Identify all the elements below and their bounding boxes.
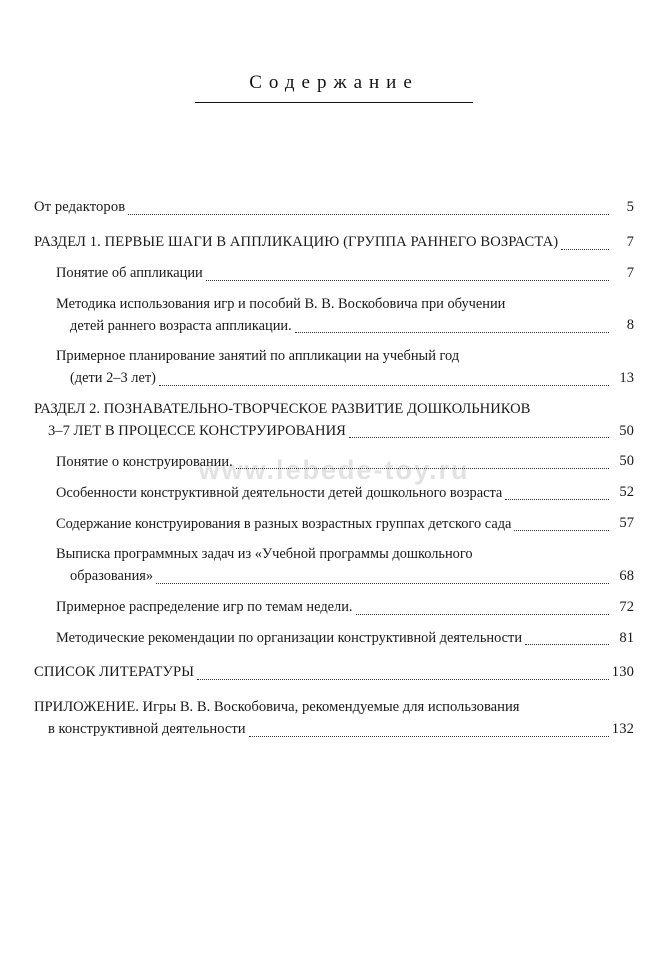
toc-page-number: 132 [611, 721, 634, 738]
dot-leader [514, 529, 609, 531]
toc-entry-razdel-1[interactable] [34, 232, 634, 254]
toc-page-number: 7 [626, 264, 634, 281]
toc-entry-title: Понятие об аппликации [56, 265, 203, 282]
toc-entry-title: Содержание конструирования в разных возрастных группах детского сада [56, 515, 512, 532]
toc-page-number: 7 [626, 233, 634, 250]
dot-leader [525, 643, 609, 645]
toc-entry-metodika-ispolzovaniya-igr[interactable] [56, 294, 634, 338]
toc-entry-title: Примерное планирование занятий по аппликации на учебный год [56, 348, 460, 365]
spacer [34, 221, 634, 232]
toc-entry-primernoe-planirovanie[interactable] [56, 346, 634, 390]
toc-entry-title-line2: в конструктивной деятельности [48, 721, 246, 738]
spacer [34, 392, 634, 399]
spacer [34, 506, 634, 513]
toc-page-number: 81 [619, 629, 634, 646]
toc-entry-primernoe-raspredelenie-igr[interactable] [56, 597, 634, 619]
toc-page-number: 13 [619, 369, 634, 386]
spacer [34, 339, 634, 346]
toc-page-number: 8 [626, 317, 634, 334]
page-title: Содержание [249, 72, 419, 93]
toc-page-number: 52 [619, 484, 634, 501]
toc-entry-title: Выписка программных задач из «Учебной программы дошкольного [56, 546, 473, 563]
toc-entry-title: Методические рекомендации по организации конструктивной деятельности [56, 629, 523, 646]
toc-page-number: 72 [619, 598, 634, 615]
toc-entry-ot-redaktorov[interactable] [34, 197, 634, 219]
toc-entry-title: СПИСОК ЛИТЕРАТУРЫ [34, 664, 195, 681]
toc-entry-title: РАЗДЕЛ 1. ПЕРВЫЕ ШАГИ В АППЛИКАЦИЮ (ГРУППА РАННЕГО ВОЗРАСТА) [34, 233, 559, 250]
toc-page-number: 130 [611, 664, 634, 681]
toc-entry-title: Понятие о конструировании. [56, 453, 233, 470]
toc-entry-metodicheskie-rekomendacii[interactable] [56, 628, 634, 650]
dot-leader [505, 498, 609, 500]
toc-entry-title: Методика использования игр и пособий В. В. Воскобовича при обучении [56, 295, 506, 312]
spacer [34, 686, 634, 697]
title-divider [195, 102, 473, 103]
toc-entry-title: ПРИЛОЖЕНИЕ. Игры В. В. Воскобовича, рекомендуемые для использования [34, 699, 520, 716]
dot-leader [356, 613, 609, 615]
toc-page-number: 68 [619, 567, 634, 584]
toc-page-number: 5 [626, 199, 634, 215]
toc-page-number: 57 [619, 515, 634, 532]
toc-entry-spisok-literatury[interactable] [34, 662, 634, 684]
dot-leader [236, 467, 609, 469]
spacer [34, 651, 634, 662]
toc-entry-title-line2: образования» [70, 568, 154, 585]
dot-leader [206, 279, 609, 281]
dot-leader [249, 735, 609, 737]
spacer [34, 621, 634, 628]
toc-entry-title: Примерное распределение игр по темам недели. [56, 598, 353, 615]
toc-entry-title-cont [70, 315, 634, 337]
dot-leader [159, 384, 609, 386]
toc-entry-ponyatie-o-konstruirovanii[interactable] [56, 451, 634, 473]
toc-entry-title-line2: детей раннего возраста аппликации. [70, 317, 292, 334]
toc-entry-title-cont [70, 368, 634, 390]
spacer [34, 590, 634, 597]
toc-entry-title: РАЗДЕЛ 2. ПОЗНАВАТЕЛЬНО-ТВОРЧЕСКОЕ РАЗВИТИЕ ДОШКОЛЬНИКОВ [34, 400, 531, 417]
toc-entry-razdel-2[interactable] [34, 399, 634, 443]
spacer [34, 256, 634, 263]
toc-entry-title: От редакторов [34, 199, 126, 215]
dot-leader [156, 582, 609, 584]
spacer [34, 475, 634, 482]
dot-leader [349, 436, 609, 438]
dot-leader [197, 678, 609, 680]
table-of-contents [34, 197, 634, 741]
toc-page-number: 50 [619, 422, 634, 439]
toc-entry-title-cont [48, 421, 634, 443]
toc-page-number: 50 [619, 453, 634, 470]
toc-entry-osobennosti-konstruktivnoy[interactable] [56, 482, 634, 504]
spacer [34, 444, 634, 451]
watermark: www.lebede-toy.ru [198, 455, 470, 485]
toc-entry-soderzhanie-konstruirovaniya[interactable] [56, 513, 634, 535]
dot-leader [295, 331, 609, 333]
dot-leader [128, 213, 609, 215]
page-title-block [0, 0, 668, 103]
toc-entry-title-cont [48, 719, 634, 741]
toc-entry-title-cont [70, 566, 634, 588]
spacer [34, 537, 634, 544]
toc-entry-title: Особенности конструктивной деятельности детей дошкольного возраста [56, 484, 503, 501]
toc-entry-title-line2: (дети 2–3 лет) [70, 370, 156, 387]
dot-leader [561, 248, 609, 250]
toc-entry-prilozhenie[interactable] [34, 697, 634, 741]
toc-entry-vypiska-programmnyh-zadach[interactable] [56, 544, 634, 588]
toc-entry-ponyatie-ob-applikacii[interactable] [56, 263, 634, 285]
toc-entry-title-line2: 3–7 ЛЕТ В ПРОЦЕССЕ КОНСТРУИРОВАНИЯ [48, 422, 346, 439]
spacer [34, 287, 634, 294]
